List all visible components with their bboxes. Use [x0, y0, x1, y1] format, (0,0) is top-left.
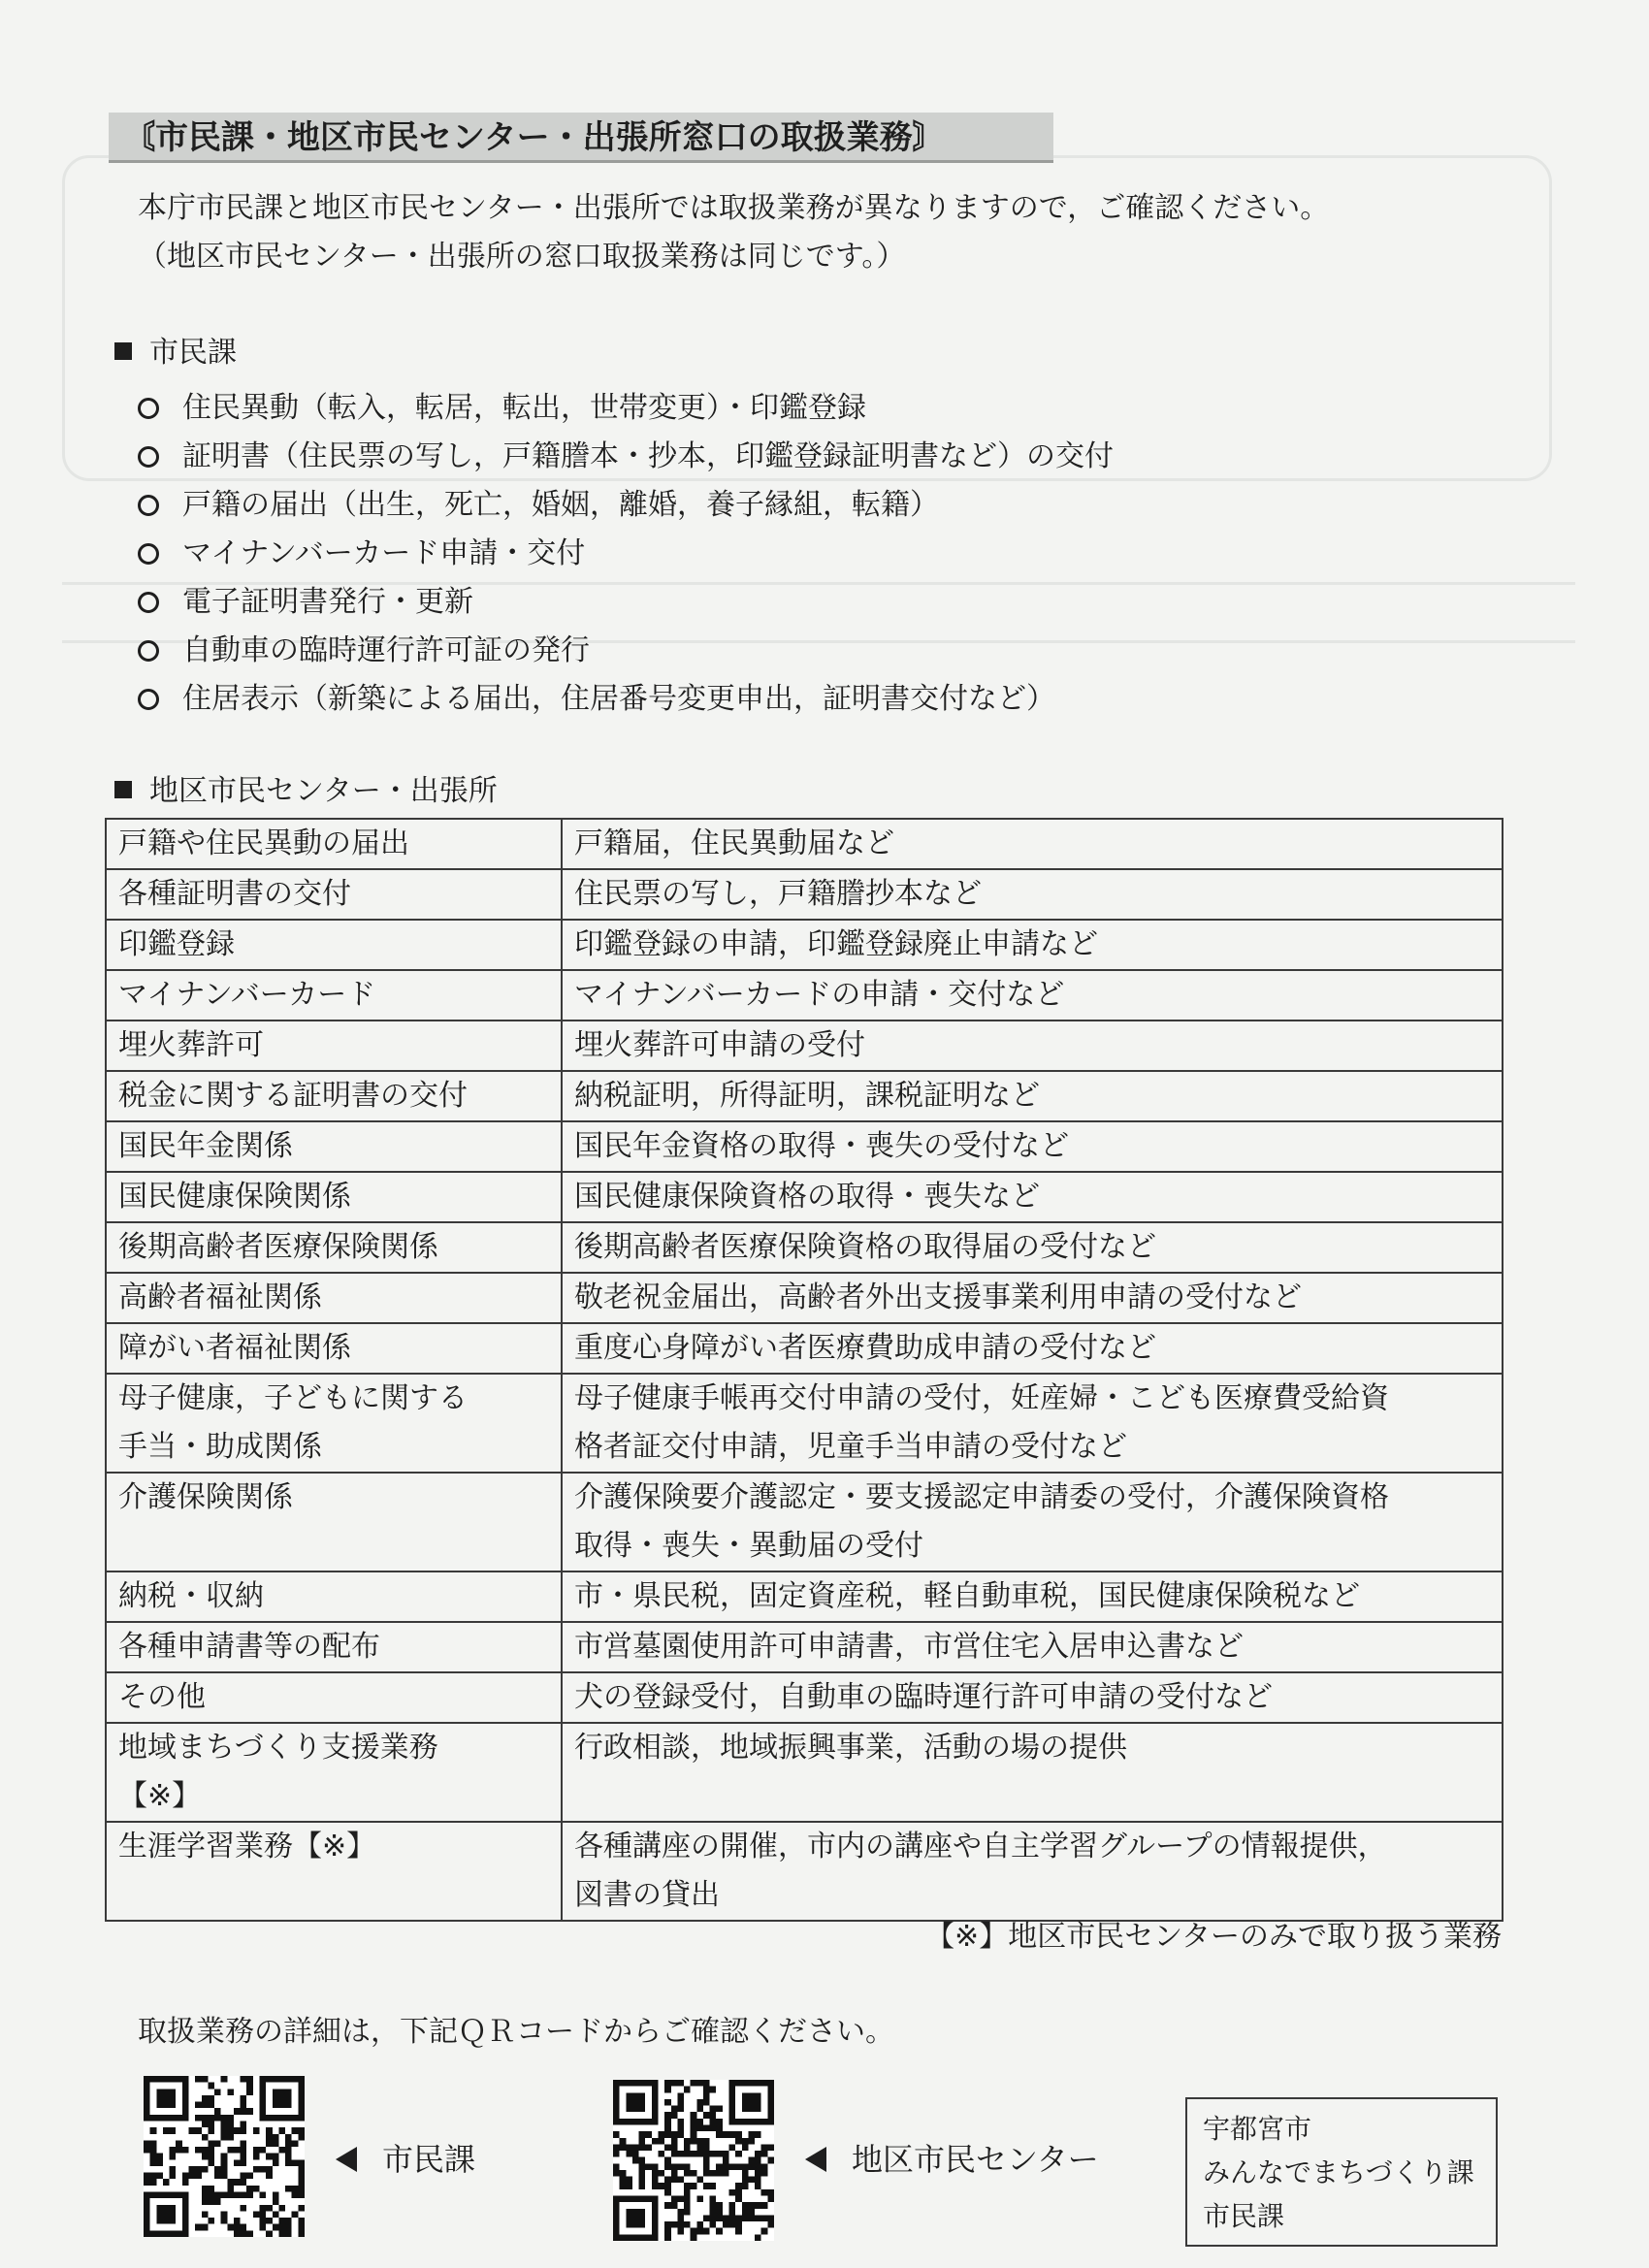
task-detail-cell: 国民健康保険資格の取得・喪失など — [562, 1172, 1503, 1222]
list-item: 住居表示（新築による届出，住居番号変更申出，証明書交付など） — [138, 675, 1114, 724]
task-detail-cell: 介護保険要介護認定・要支援認定申請委の受付，介護保険資格 取得・喪失・異動届の受付 — [562, 1473, 1503, 1571]
task-category-cell: 母子健康，子どもに関する 手当・助成関係 — [106, 1374, 562, 1473]
issuing-office-box — [1185, 2097, 1498, 2247]
table-row — [106, 1723, 1503, 1822]
task-category-cell: その他 — [106, 1672, 562, 1723]
task-detail-cell: 後期高齢者医療保険資格の取得届の受付など — [562, 1222, 1503, 1273]
circle-bullet-icon — [138, 640, 159, 662]
task-detail-cell: 戸籍届，住民異動届など — [562, 819, 1503, 869]
triangle-left-icon — [805, 2147, 826, 2172]
circle-bullet-icon — [138, 398, 159, 419]
table-row — [106, 1172, 1503, 1222]
task-detail-cell: 納税証明，所得証明，課税証明など — [562, 1071, 1503, 1121]
intro-text — [138, 184, 1329, 281]
square-bullet-icon — [114, 342, 132, 360]
table-row — [106, 869, 1503, 920]
table-row — [106, 1222, 1503, 1273]
circle-bullet-icon — [138, 446, 159, 468]
office-line: 市民課 — [1203, 2200, 1285, 2232]
task-category-cell: 地域まちづくり支援業務 【※】 — [106, 1723, 562, 1822]
office-line: 宇都宮市 — [1203, 2113, 1312, 2145]
table-footnote: 【※】地区市民センターのみで取り扱う業務 — [925, 1920, 1502, 1954]
task-detail-cell: 各種講座の開催，市内の講座や自主学習グループの情報提供， 図書の貸出 — [562, 1822, 1503, 1921]
task-category-cell: 国民年金関係 — [106, 1121, 562, 1172]
triangle-left-icon — [336, 2147, 357, 2172]
task-detail-cell: 行政相談，地域振興事業，活動の場の提供 — [562, 1723, 1503, 1822]
task-detail-cell: 印鑑登録の申請，印鑑登録廃止申請など — [562, 920, 1503, 970]
qr-instruction: 取扱業務の詳細は，下記ＱＲコードからご確認ください。 — [138, 2015, 894, 2049]
task-category-cell: 埋火葬許可 — [106, 1021, 562, 1071]
office-line: みんなでまちづくり課 — [1203, 2156, 1474, 2188]
intro-line-2: （地区市民センター・出張所の窓口取扱業務は同じです。） — [138, 240, 906, 274]
task-category-cell: 高齢者福祉関係 — [106, 1273, 562, 1323]
task-detail-cell: 母子健康手帳再交付申請の受付，妊産婦・こども医療費受給資 格者証交付申請，児童手当申請の受付など — [562, 1374, 1503, 1473]
task-detail-cell: 国民年金資格の取得・喪失の受付など — [562, 1121, 1503, 1172]
task-detail-cell: マイナンバーカードの申請・交付など — [562, 970, 1503, 1021]
table-row — [106, 1374, 1503, 1473]
circle-bullet-icon — [138, 592, 159, 613]
task-detail-cell: 埋火葬許可申請の受付 — [562, 1021, 1503, 1071]
table-row — [106, 1021, 1503, 1071]
task-category-cell: 生涯学習業務【※】 — [106, 1822, 562, 1921]
task-category-cell: 印鑑登録 — [106, 920, 562, 970]
task-category-cell: 各種申請書等の配布 — [106, 1622, 562, 1672]
qr-label-shimin: 市民課 — [336, 2140, 475, 2179]
task-category-cell: 障がい者福祉関係 — [106, 1323, 562, 1374]
table-row — [106, 1071, 1503, 1121]
task-detail-cell: 重度心身障がい者医療費助成申請の受付など — [562, 1323, 1503, 1374]
task-category-cell: 戸籍や住民異動の届出 — [106, 819, 562, 869]
table-row — [106, 970, 1503, 1021]
circle-bullet-icon — [138, 543, 159, 565]
list-item: 電子証明書発行・更新 — [138, 578, 1114, 627]
table-row — [106, 819, 1503, 869]
task-category-cell: マイナンバーカード — [106, 970, 562, 1021]
table-row — [106, 1473, 1503, 1571]
task-category-cell: 納税・収納 — [106, 1571, 562, 1622]
center-task-table — [105, 818, 1504, 1922]
task-category-cell: 国民健康保険関係 — [106, 1172, 562, 1222]
circle-bullet-icon — [138, 495, 159, 516]
task-detail-cell: 市営墓園使用許可申請書，市営住宅入居申込書など — [562, 1622, 1503, 1672]
table-row — [106, 1672, 1503, 1723]
task-detail-cell: 犬の登録受付，自動車の臨時運行許可申請の受付など — [562, 1672, 1503, 1723]
table-row — [106, 1121, 1503, 1172]
task-category-cell: 各種証明書の交付 — [106, 869, 562, 920]
list-item: 自動車の臨時運行許可証の発行 — [138, 627, 1114, 675]
table-row — [106, 1323, 1503, 1374]
shimin-task-list — [138, 384, 1114, 724]
table-row — [106, 1273, 1503, 1323]
qr-label-center: 地区市民センター — [805, 2140, 1099, 2179]
list-item: マイナンバーカード申請・交付 — [138, 530, 1114, 578]
table-row — [106, 920, 1503, 970]
task-detail-cell: 敬老祝金届出，高齢者外出支援事業利用申請の受付など — [562, 1273, 1503, 1323]
task-detail-cell: 住民票の写し，戸籍謄抄本など — [562, 869, 1503, 920]
list-item: 住民異動（転入，転居，転出，世帯変更）・印鑑登録 — [138, 384, 1114, 433]
square-bullet-icon — [114, 781, 132, 798]
circle-bullet-icon — [138, 689, 159, 710]
task-detail-cell: 市・県民税，固定資産税，軽自動車税，国民健康保険税など — [562, 1571, 1503, 1622]
page-title: 〘市民課・地区市民センター・出張所窓口の取扱業務〙 — [109, 113, 1053, 163]
section-title-shimin: 市民課 — [114, 334, 237, 373]
table-row — [106, 1822, 1503, 1921]
intro-line-1: 本庁市民課と地区市民センター・出張所では取扱業務が異なりますので，ご確認ください。 — [138, 191, 1330, 225]
qr-code-icon[interactable] — [144, 2076, 305, 2237]
task-category-cell: 後期高齢者医療保険関係 — [106, 1222, 562, 1273]
section-title-center: 地区市民センター・出張所 — [114, 772, 498, 811]
list-item: 証明書（住民票の写し，戸籍謄本・抄本，印鑑登録証明書など）の交付 — [138, 433, 1114, 481]
table-row — [106, 1571, 1503, 1622]
table-row — [106, 1622, 1503, 1672]
list-item: 戸籍の届出（出生，死亡，婚姻，離婚，養子縁組，転籍） — [138, 481, 1114, 530]
task-category-cell: 税金に関する証明書の交付 — [106, 1071, 562, 1121]
qr-code-icon[interactable] — [613, 2080, 774, 2241]
task-category-cell: 介護保険関係 — [106, 1473, 562, 1571]
